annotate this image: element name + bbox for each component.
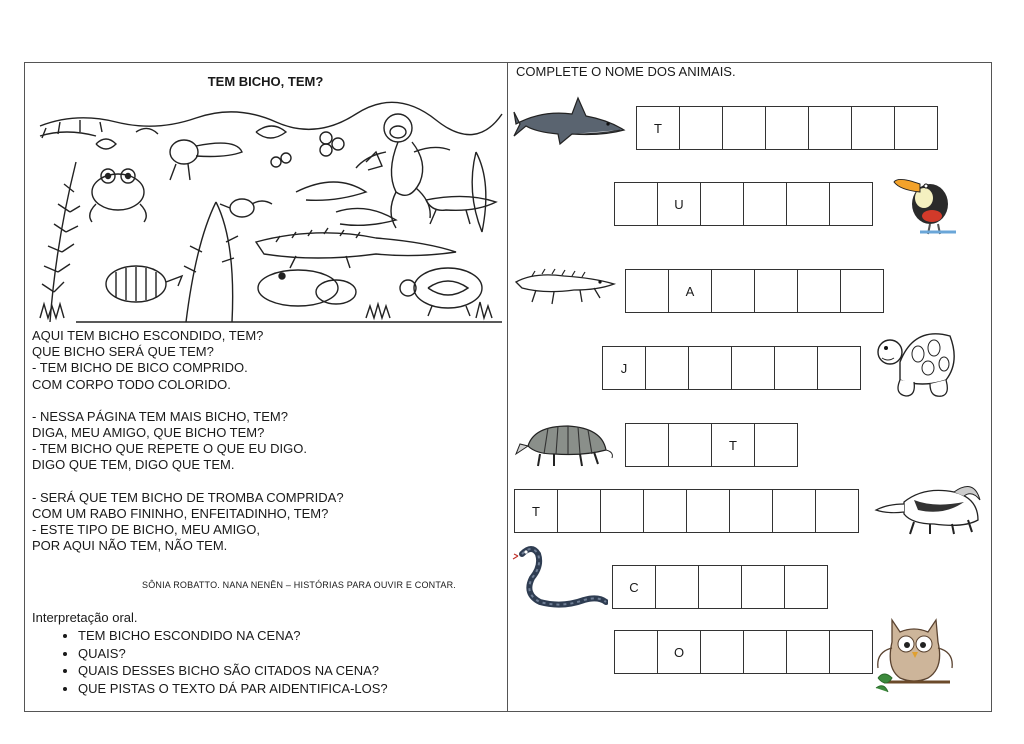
poem-line: - SERÁ QUE TEM BICHO DE TROMBA COMPRIDA? <box>32 489 344 505</box>
poem-line: POR AQUI NÃO TEM, NÃO TEM. <box>32 538 228 554</box>
letter-box[interactable] <box>625 423 669 467</box>
letter-box[interactable] <box>797 269 841 313</box>
toucan-icon <box>890 166 962 238</box>
letter-box[interactable] <box>722 106 766 150</box>
letter-box[interactable] <box>754 269 798 313</box>
oral-interpretation <box>32 610 388 697</box>
letter-box[interactable] <box>729 489 773 533</box>
letter-box[interactable] <box>851 106 895 150</box>
letter-box[interactable] <box>668 423 712 467</box>
letter-box[interactable] <box>894 106 938 150</box>
letter-box[interactable] <box>743 182 787 226</box>
question-item: • TEM BICHO ESCONDIDO NA CENA? <box>78 627 388 645</box>
letter-box[interactable] <box>829 630 873 674</box>
answer-row-armadillo <box>625 423 797 467</box>
letter-box[interactable] <box>700 182 744 226</box>
letter-box[interactable]: O <box>657 630 701 674</box>
letter-box[interactable]: T <box>636 106 680 150</box>
letter-box[interactable] <box>614 182 658 226</box>
letter-box[interactable]: U <box>657 182 701 226</box>
alligator-icon <box>514 258 618 310</box>
letter-box[interactable] <box>711 269 755 313</box>
letter-box[interactable]: C <box>612 565 656 609</box>
poem-line: DIGO QUE TEM, DIGO QUE TEM. <box>32 457 235 473</box>
shark-icon <box>512 96 628 148</box>
answer-row-owl <box>614 630 872 674</box>
letter-box[interactable] <box>765 106 809 150</box>
answer-row-turtle <box>602 346 860 390</box>
poem-line: QUE BICHO SERÁ QUE TEM? <box>32 344 214 360</box>
letter-box[interactable] <box>829 182 873 226</box>
answer-row-alligator <box>625 269 883 313</box>
poem-line: COM UM RABO FININHO, ENFEITADINHO, TEM? <box>32 505 329 521</box>
letter-box[interactable] <box>645 346 689 390</box>
left-column <box>24 62 507 712</box>
poem-line: COM CORPO TODO COLORIDO. <box>32 376 231 392</box>
poem-line: - TEM BICHO QUE REPETE O QUE EU DIGO. <box>32 441 307 457</box>
letter-box[interactable] <box>786 630 830 674</box>
letter-box[interactable] <box>731 346 775 390</box>
letter-box[interactable] <box>817 346 861 390</box>
letter-box[interactable] <box>600 489 644 533</box>
question-list <box>32 627 388 697</box>
exercise-instruction: COMPLETE O NOME DOS ANIMAIS. <box>516 64 736 79</box>
answer-row-snake <box>612 565 827 609</box>
letter-box[interactable] <box>643 489 687 533</box>
poem-line: - ESTE TIPO DE BICHO, MEU AMIGO, <box>32 522 261 538</box>
poem-line: AQUI TEM BICHO ESCONDIDO, TEM? <box>32 328 264 343</box>
answer-row-toucan <box>614 182 872 226</box>
interpretation-heading: Interpretação oral. <box>32 610 138 625</box>
letter-box[interactable] <box>774 346 818 390</box>
poem-text <box>32 328 502 570</box>
letter-box[interactable] <box>557 489 601 533</box>
poem-line: DIGA, MEU AMIGO, QUE BICHO TEM? <box>32 425 265 441</box>
jungle-scene-illustration <box>36 92 504 324</box>
letter-box[interactable] <box>784 565 828 609</box>
letter-box[interactable] <box>655 565 699 609</box>
letter-box[interactable] <box>686 489 730 533</box>
poem-credit: SÔNIA ROBATTO. NANA NENÊN – HISTÓRIAS PARA OUVIR E CONTAR. <box>142 580 456 590</box>
letter-box[interactable]: T <box>514 489 558 533</box>
poem-line: - TEM BICHO DE BICO COMPRIDO. <box>32 360 248 376</box>
answer-row-shark <box>636 106 937 150</box>
poem-stanza-1 <box>32 328 502 393</box>
letter-box[interactable] <box>679 106 723 150</box>
letter-box[interactable] <box>700 630 744 674</box>
letter-box[interactable] <box>786 182 830 226</box>
letter-box[interactable] <box>815 489 859 533</box>
turtle-icon <box>874 322 960 404</box>
owl-icon <box>874 612 958 694</box>
letter-box[interactable] <box>625 269 669 313</box>
poem-stanza-2 <box>32 409 502 474</box>
question-item: • QUE PISTAS O TEXTO DÁ PAR AIDENTIFICA-LOS? <box>78 680 388 698</box>
letter-box[interactable]: J <box>602 346 646 390</box>
letter-box[interactable] <box>614 630 658 674</box>
question-item: • QUAIS DESSES BICHO SÃO CITADOS NA CENA? <box>78 662 388 680</box>
anteater-icon <box>874 480 984 536</box>
snake-icon <box>512 542 608 612</box>
letter-box[interactable] <box>743 630 787 674</box>
question-item: • QUAIS? <box>78 645 388 663</box>
armadillo-icon <box>514 420 614 472</box>
letter-box[interactable]: A <box>668 269 712 313</box>
poem-line: - NESSA PÁGINA TEM MAIS BICHO, TEM? <box>32 408 288 424</box>
poem-title: TEM BICHO, TEM? <box>207 74 324 89</box>
letter-box[interactable] <box>741 565 785 609</box>
poem-stanza-3 <box>32 490 502 555</box>
letter-box[interactable] <box>772 489 816 533</box>
letter-box[interactable] <box>808 106 852 150</box>
letter-box[interactable] <box>698 565 742 609</box>
letter-box[interactable] <box>688 346 732 390</box>
column-divider <box>507 62 508 712</box>
letter-box[interactable] <box>840 269 884 313</box>
answer-row-anteater <box>514 489 858 533</box>
letter-box[interactable]: T <box>711 423 755 467</box>
letter-box[interactable] <box>754 423 798 467</box>
